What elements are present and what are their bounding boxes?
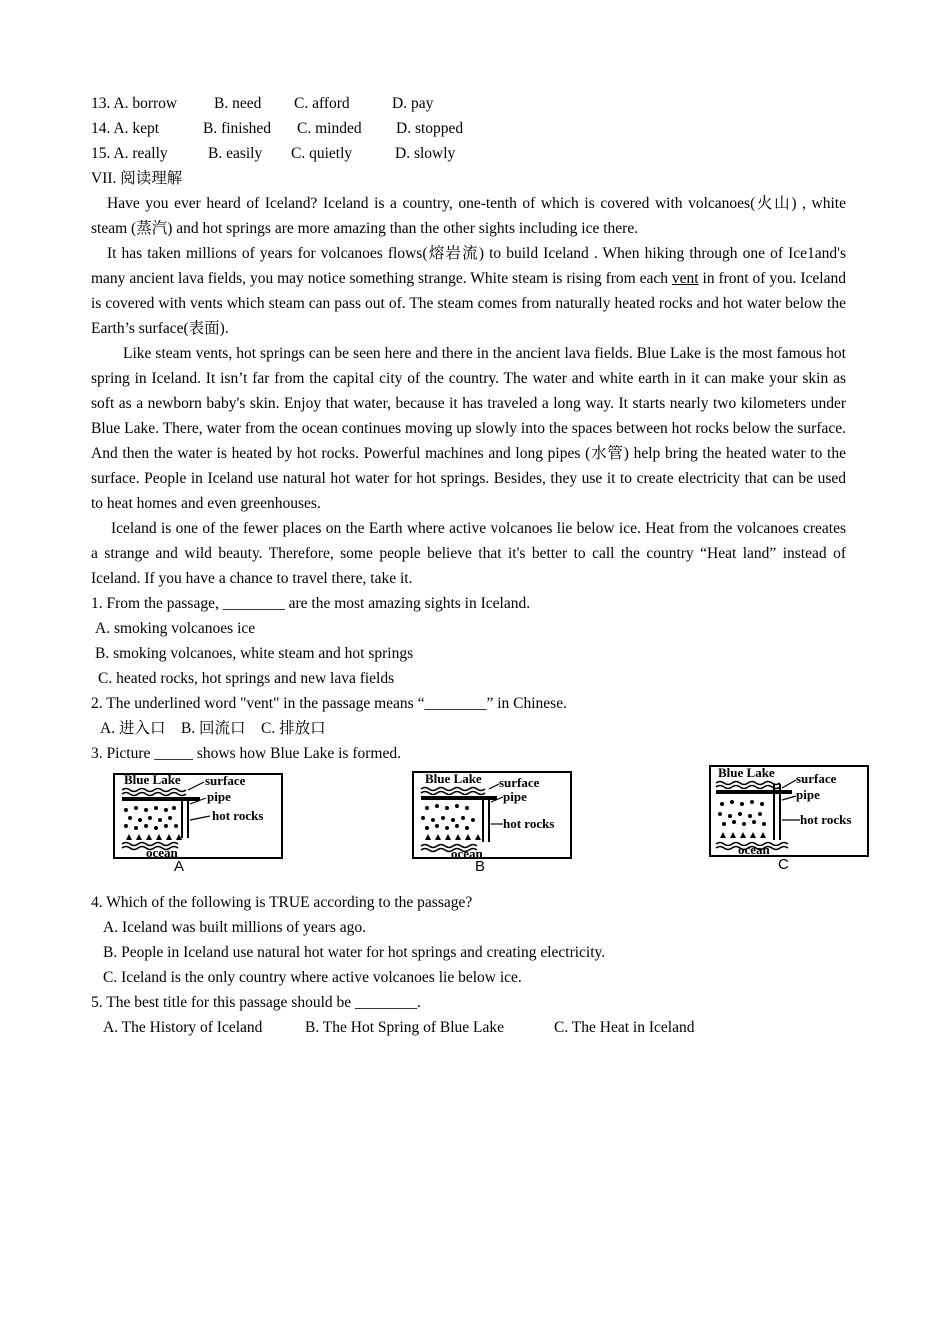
surface-label: surface xyxy=(796,771,837,786)
cloze-option: 13. A. borrow xyxy=(91,95,178,112)
diagram-a xyxy=(112,768,284,875)
question-5: 5. The best title for this passage should be ________. xyxy=(91,994,421,1011)
blue-lake-label: Blue Lake xyxy=(718,765,775,780)
ocean-label: ocean xyxy=(146,845,178,860)
cloze-row-13 xyxy=(91,91,846,116)
cloze-option: B. need xyxy=(214,95,262,112)
question-5-options xyxy=(91,1015,846,1040)
blue-lake-label: Blue Lake xyxy=(124,772,181,787)
diagram-c xyxy=(708,762,872,873)
blue-lake-label: Blue Lake xyxy=(425,771,482,786)
surface-label: surface xyxy=(499,775,540,790)
pipe-label: pipe xyxy=(503,789,527,804)
question-4-option-b: B. People in Iceland use natural hot water for hot springs and creating electricity. xyxy=(103,944,606,961)
diagram-b xyxy=(411,768,575,875)
passage-paragraph-4: Iceland is one of the fewer places on the Earth where active volcanoes lie below ice. Heat from the volcanoes creates a strange and wild beauty. Therefore, some people believe that it's better to call the country “Heat land” instead of Iceland. If you have a chance to travel there, take it. xyxy=(91,520,846,587)
surface-label: surface xyxy=(205,773,246,788)
cloze-option: 15. A. really xyxy=(91,145,168,162)
question-2-options: A. 进入口 B. 回流口 C. 排放口 xyxy=(100,720,326,737)
cloze-row-15 xyxy=(91,141,846,166)
question-3: 3. Picture _____ shows how Blue Lake is formed. xyxy=(91,745,401,762)
cloze-row-14 xyxy=(91,116,846,141)
question-5-option-b: B. The Hot Spring of Blue Lake xyxy=(305,1019,505,1036)
diagram-a-figure xyxy=(112,768,284,860)
diagram-b-figure xyxy=(411,768,575,860)
cloze-option: D. stopped xyxy=(396,120,464,137)
pipe-label: pipe xyxy=(796,787,820,802)
cloze-option: B. easily xyxy=(208,145,263,162)
question-2: 2. The underlined word "vent" in the passage means “________” in Chinese. xyxy=(91,695,567,712)
cloze-option: C. afford xyxy=(294,95,350,112)
passage-paragraph-1: Have you ever heard of Iceland? Iceland is a country, one-tenth of which is covered with volcanoes(火山) , white steam (蒸汽) and hot springs are more amazing than the other sights including ice there. xyxy=(91,195,846,237)
diagram-a-letter: A xyxy=(174,858,185,875)
cloze-option: D. slowly xyxy=(395,145,456,162)
cloze-option: 14. A. kept xyxy=(91,120,160,137)
hot-rocks-label: hot rocks xyxy=(503,816,555,831)
diagram-row xyxy=(91,765,852,890)
worksheet-page xyxy=(91,91,852,1040)
hot-rocks-label: hot rocks xyxy=(800,812,852,827)
cloze-option: C. quietly xyxy=(291,145,353,162)
question-5-option-c: C. The Heat in Iceland xyxy=(554,1019,695,1036)
passage-paragraph-3: Like steam vents, hot springs can be seen here and there in the ancient lava fields. Blue Lake is the most famous hot spring in Iceland. It isn’t far from the capital city of the country. The water and white earth in it can make your skin as soft as a newborn baby's skin. Enjoy that water, because it has traveled a long way. It starts nearly two kilometers under Blue Lake. There, water from the ocean continues moving up slowly into the spaces between hot rocks below the surface. And then the water is heated by hot rocks. Powerful machines and long pipes (水管) help bring the heated water to the surface. People in Iceland use natural hot water for hot springs. Besides, they use it to create electricity that can be used to heat homes and even greenhouses. xyxy=(91,345,846,512)
diagram-b-letter: B xyxy=(475,858,486,875)
question-1-option-c: C. heated rocks, hot springs and new lava fields xyxy=(98,670,395,687)
question-4-option-c: C. Iceland is the only country where active volcanoes lie below ice. xyxy=(103,969,522,986)
question-1-option-b: B. smoking volcanoes, white steam and hot springs xyxy=(95,645,414,662)
cloze-option: D. pay xyxy=(392,95,434,112)
cloze-option: C. minded xyxy=(297,120,362,137)
ocean-label: ocean xyxy=(451,846,483,860)
question-1: 1. From the passage, ________ are the most amazing sights in Iceland. xyxy=(91,595,531,612)
hot-rocks-label: hot rocks xyxy=(212,808,264,823)
question-5-option-a: A. The History of Iceland xyxy=(103,1019,263,1036)
underlined-word-vent: vent xyxy=(671,270,699,287)
question-4: 4. Which of the following is TRUE according to the passage? xyxy=(91,894,473,911)
question-1-option-a: A. smoking volcanoes ice xyxy=(95,620,256,637)
diagram-c-letter: C xyxy=(778,856,789,873)
section-title: VII. 阅读理解 xyxy=(91,170,183,187)
pipe-label: pipe xyxy=(207,789,231,804)
cloze-option: B. finished xyxy=(203,120,272,137)
passage-text: It has taken millions of years for volcanoes flows(熔岩流) to build Iceland . When hiking through one of Ice1and's many ancient lava fields, you may notice something strange. White steam is rising from each xyxy=(91,245,846,287)
passage-text: in front of you. Iceland is covered with vents which steam can pass out of. The steam comes from naturally heated rocks and hot water below the Earth’s surface(表面). xyxy=(91,270,846,337)
question-4-option-a: A. Iceland was built millions of years ago. xyxy=(103,919,367,936)
diagram-c-figure xyxy=(708,762,872,858)
passage-paragraph-2 xyxy=(91,241,846,341)
ocean-label: ocean xyxy=(738,842,770,857)
